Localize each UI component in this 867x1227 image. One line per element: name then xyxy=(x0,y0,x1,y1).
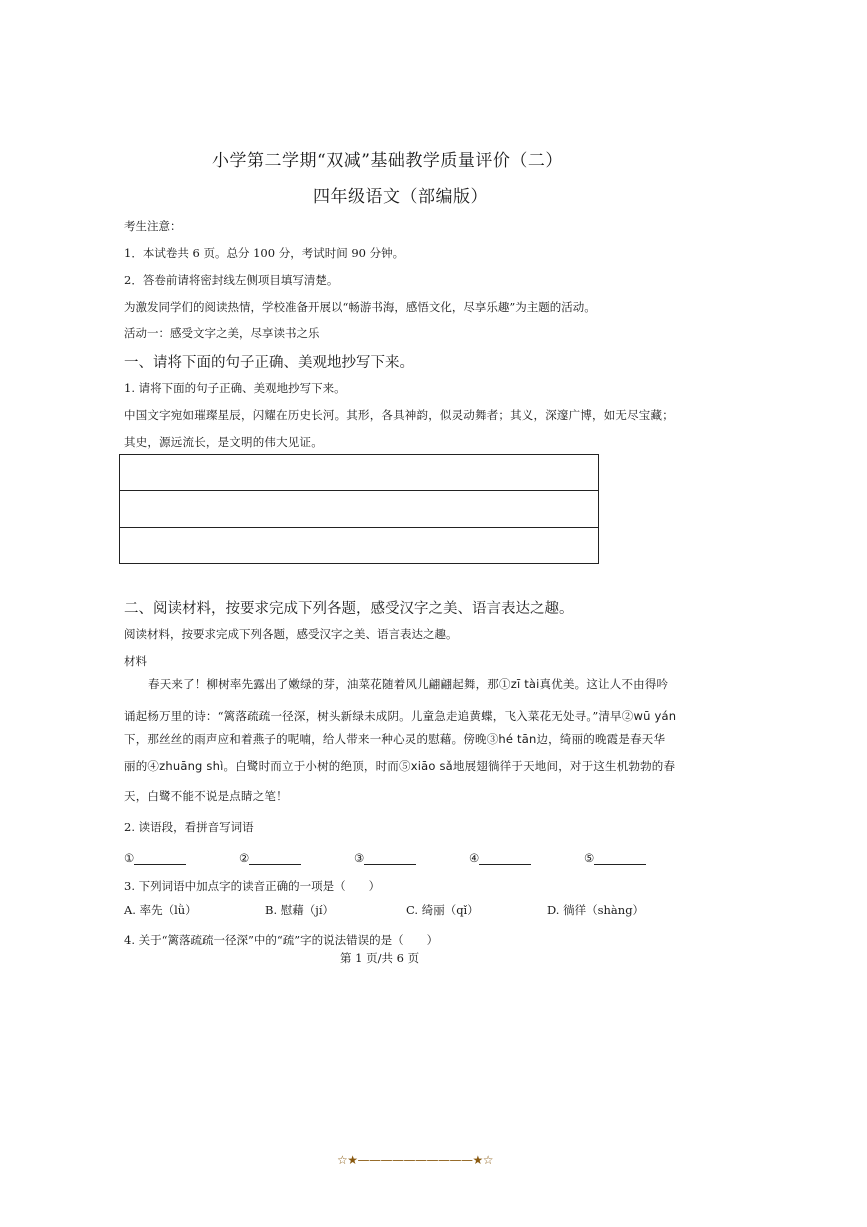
pinyin: hé tān xyxy=(498,732,537,746)
text-segment: 边，绮丽的晚霞是春天华 xyxy=(536,732,666,746)
option-a[interactable]: A. 率先（lǜ） xyxy=(124,903,197,917)
text-segment: 春天来了！柳树率先露出了嫩绿的芽，油菜花随着风儿翩翩起舞，那① xyxy=(148,677,511,691)
notice-item: 1．本试卷共 6 页。总分 100 分，考试时间 90 分钟。 xyxy=(124,246,405,260)
section-heading: 一、请将下面的句子正确、美观地抄写下来。 xyxy=(124,355,414,371)
text-segment: 。白鹭时而立于小树的绝顶，时而⑤ xyxy=(223,759,411,773)
answer-blank[interactable] xyxy=(584,851,646,865)
copy-box-row[interactable] xyxy=(119,490,599,528)
passage-line: 其史，源远流长，是文明的伟大见证。 xyxy=(124,435,323,449)
blank-line[interactable] xyxy=(249,852,301,865)
material-paragraph-line xyxy=(124,708,676,724)
copy-box-row[interactable] xyxy=(119,527,599,564)
blank-number: ⑤ xyxy=(584,851,595,865)
pinyin: wū yán xyxy=(633,709,677,723)
answer-blank[interactable] xyxy=(239,851,301,865)
exam-title: 小学第二学期“双减”基础教学质量评价（二） xyxy=(212,151,563,171)
question-text: 3. 下列词语中加点字的读音正确的一项是（ ） xyxy=(124,879,381,893)
answer-blank[interactable] xyxy=(354,851,416,865)
material-paragraph-line xyxy=(124,758,675,774)
section-repeat-text: 阅读材料，按要求完成下列各题，感受汉字之美、语言表达之趣。 xyxy=(124,627,458,641)
passage-line: 中国文字宛如璀璨星辰，闪耀在历史长河。其形，各具神韵，似灵动舞者；其义，深邃广博，如无尽宝藏； xyxy=(124,408,674,422)
option-c[interactable]: C. 绮丽（qǐ） xyxy=(406,903,479,917)
blank-number: ④ xyxy=(469,851,480,865)
text-segment: 地展翅徜徉于天地间，对于这生机勃勃的春 xyxy=(452,759,676,773)
blank-number: ② xyxy=(239,851,250,865)
blank-line[interactable] xyxy=(479,852,531,865)
text-segment: 真优美。这让人不由得吟 xyxy=(539,677,669,691)
pinyin: xiāo sǎ xyxy=(410,759,453,773)
page-number: 第 1 页/共 6 页 xyxy=(340,951,420,965)
exam-subtitle: 四年级语文（部编版） xyxy=(313,187,488,207)
pinyin: zhuāng shì xyxy=(159,759,224,773)
answer-blank[interactable] xyxy=(124,851,186,865)
answer-blank[interactable] xyxy=(469,851,531,865)
question-text: 4. 关于“篱落疏疏一径深”中的“疏”字的说法错误的是（ ） xyxy=(124,933,439,947)
blank-number: ① xyxy=(124,851,135,865)
blank-line[interactable] xyxy=(364,852,416,865)
section-heading: 二、阅读材料，按要求完成下列各题，感受汉字之美、语言表达之趣。 xyxy=(124,601,574,617)
blank-number: ③ xyxy=(354,851,365,865)
notice-heading: 考生注意： xyxy=(124,219,182,233)
copy-box-row[interactable] xyxy=(119,454,599,491)
footer-ornament: ☆★——————————★☆ xyxy=(337,1153,494,1167)
option-d[interactable]: D. 徜徉（shàng） xyxy=(547,903,645,917)
text-segment: 下，那丝丝的雨声应和着燕子的呢喃，给人带来一种心灵的慰藉。傍晚③ xyxy=(124,732,499,746)
blank-line[interactable] xyxy=(594,852,646,865)
material-paragraph-line: 天，白鹭不能不说是点睛之笔！ xyxy=(124,789,288,803)
text-segment: 诵起杨万里的诗：“篱落疏疏一径深，树头新绿未成阴。儿童急走追黄蝶，飞入菜花无处寻。”清早② xyxy=(124,709,634,723)
activity-heading: 活动一：感受文字之美，尽享读书之乐 xyxy=(124,326,320,340)
intro-text: 为激发同学们的阅读热情，学校准备开展以“畅游书海，感悟文化，尽享乐趣”为主题的活动。 xyxy=(124,300,596,314)
blank-line[interactable] xyxy=(134,852,186,865)
notice-item: 2．答卷前请将密封线左侧项目填写清楚。 xyxy=(124,273,339,287)
text-segment: 丽的④ xyxy=(124,759,160,773)
material-paragraph-line xyxy=(148,676,668,692)
material-label: 材料 xyxy=(124,654,147,668)
question-text: 1. 请将下面的句子正确、美观地抄写下来。 xyxy=(124,381,346,395)
material-paragraph-line xyxy=(124,731,665,747)
question-text: 2. 读语段，看拼音写词语 xyxy=(124,820,254,834)
pinyin: zī tài xyxy=(510,677,540,691)
option-b[interactable]: B. 慰藉（jí） xyxy=(265,903,335,917)
